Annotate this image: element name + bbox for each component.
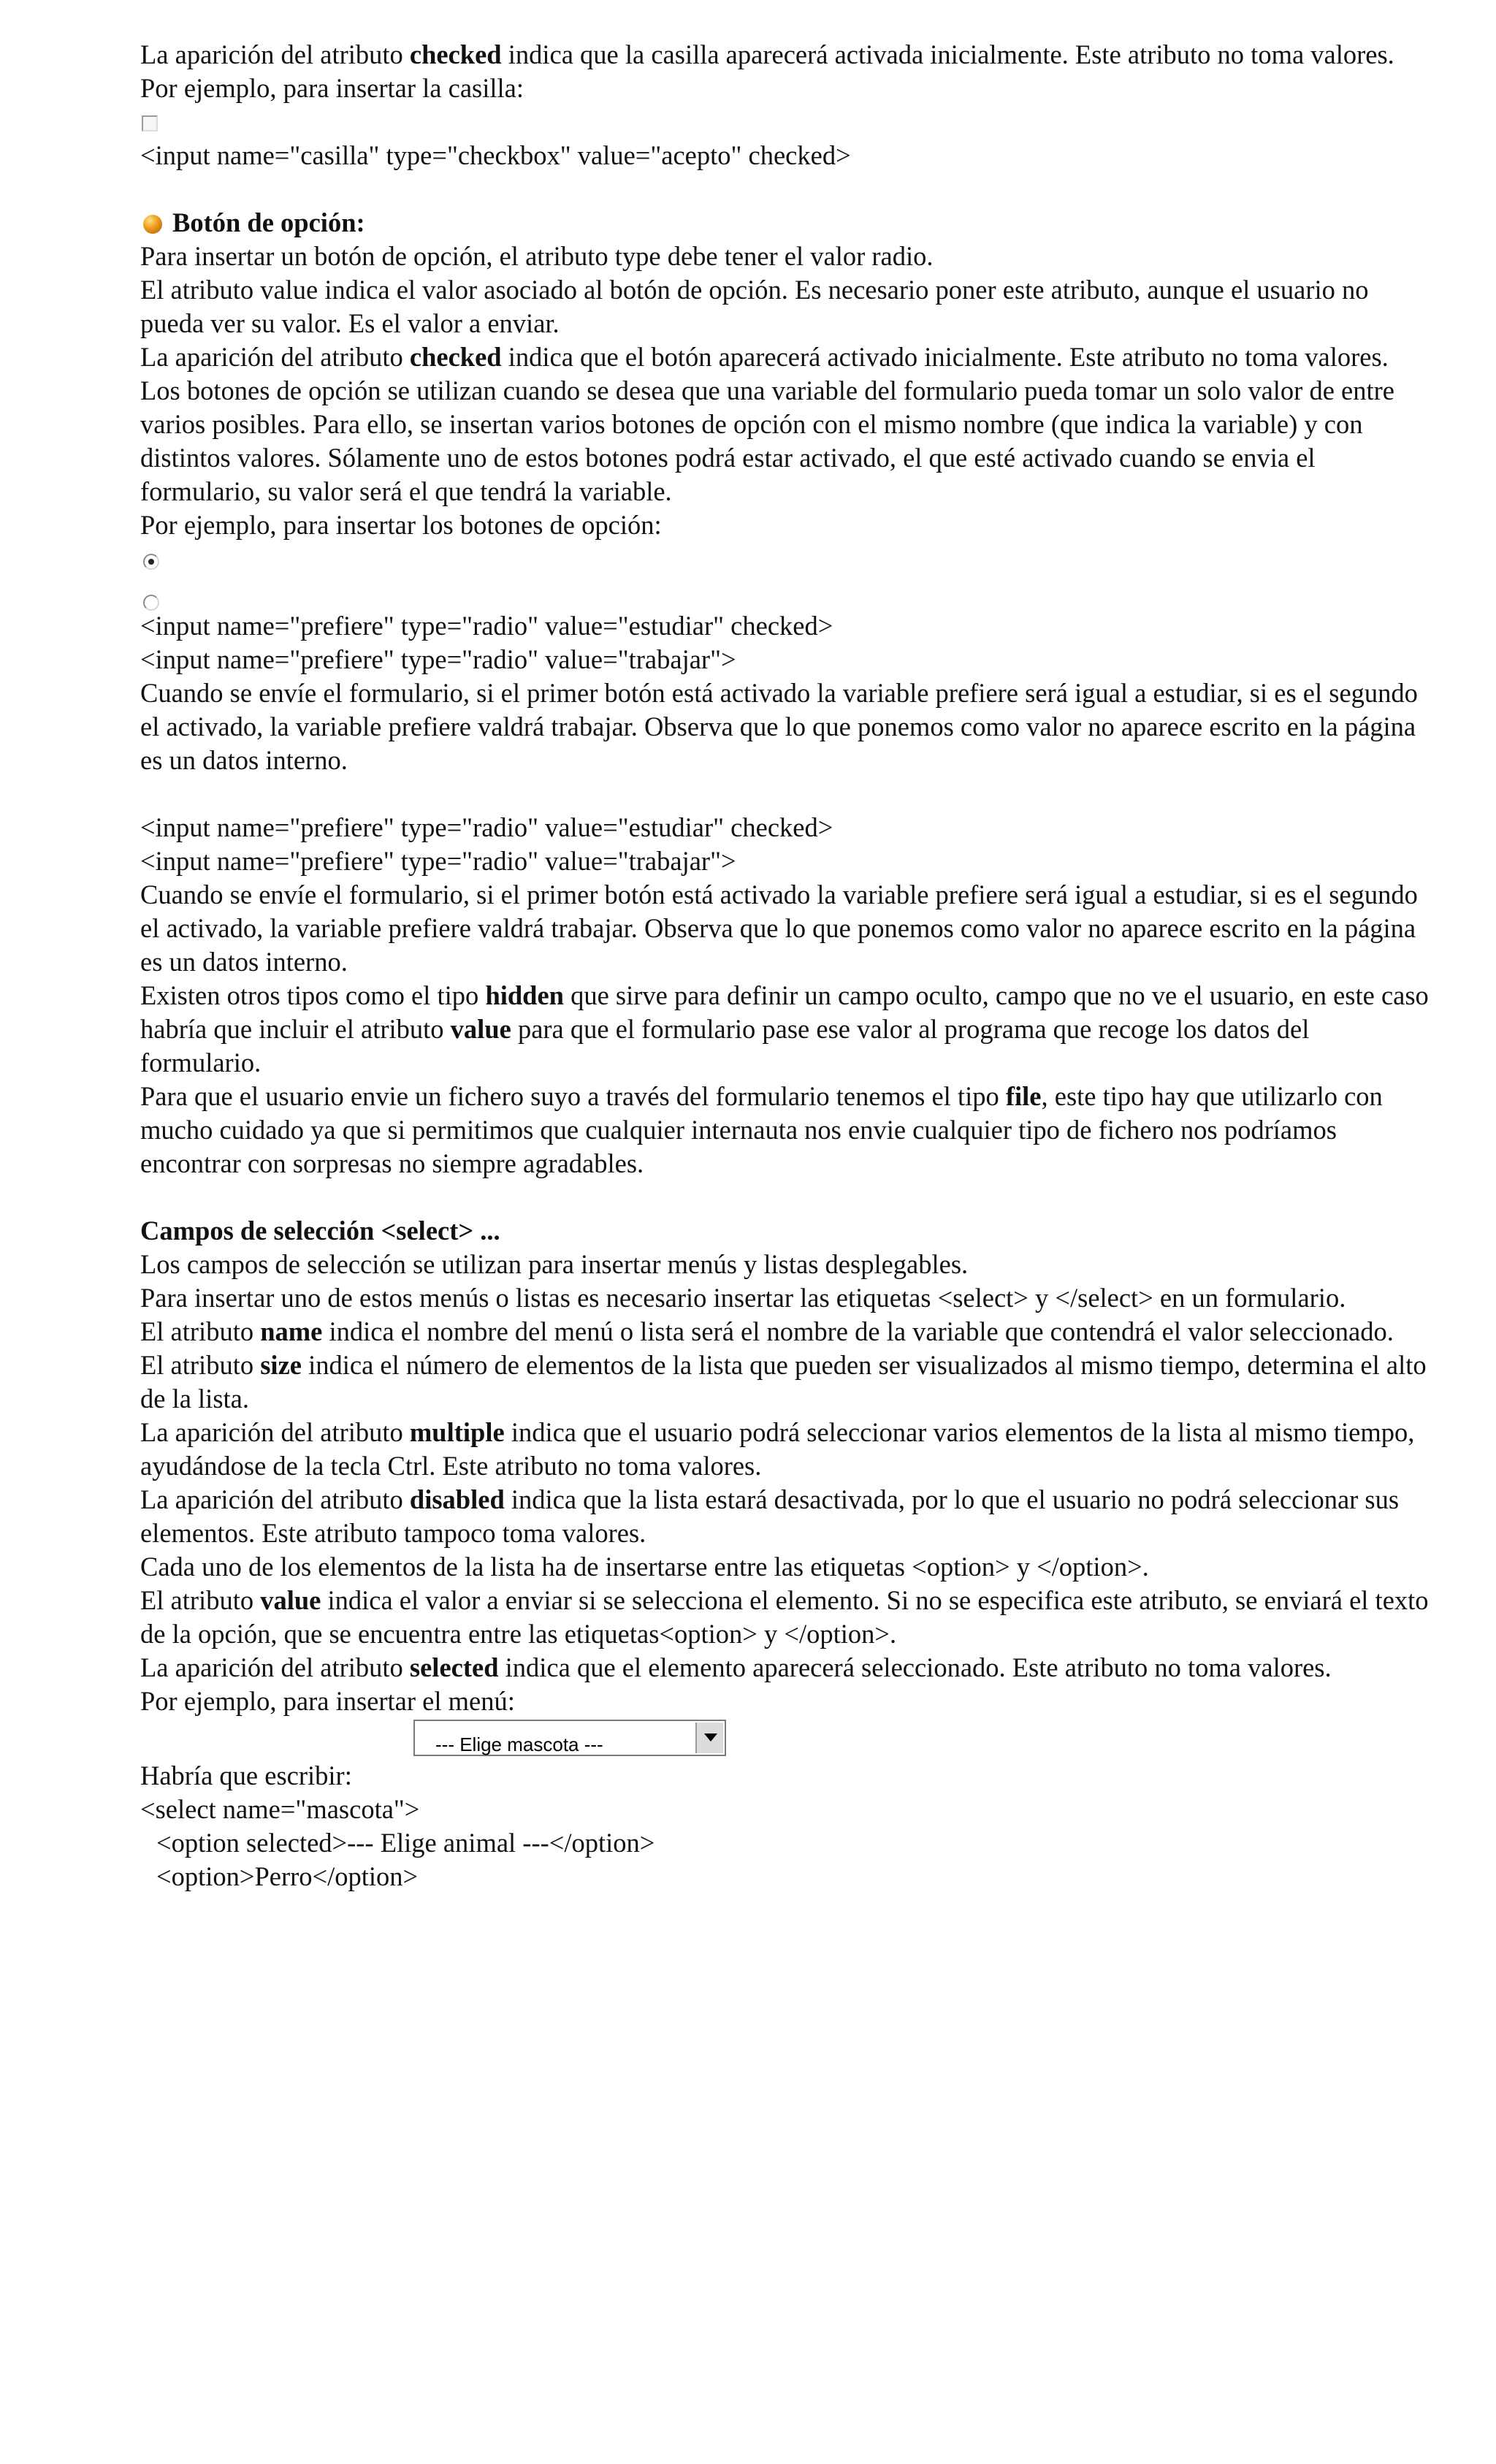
keyword-checked: checked	[409, 39, 502, 69]
select-option-line: Cada uno de los elementos de la lista ha de insertarse entre las etiquetas <option> y </option>.	[140, 1552, 1149, 1582]
radio-example-intro: Por ejemplo, para insertar los botones de opción:	[140, 510, 662, 540]
mascota-select[interactable]	[413, 1720, 726, 1756]
file-type-paragraph: Para que el usuario envie un fichero suyo a través del formulario tenemos el tipo file, este tipo hay que utilizarlo con mucho cuidado ya que si permitimos que cualquier internauta nos envie cualquier tipo de fichero nos podríamos encontrar con sorpresas no siempre agradables.	[140, 1081, 1383, 1178]
radio-line-1: Para insertar un botón de opción, el atributo type debe tener el valor radio.	[140, 241, 934, 271]
radio-code-repeat-1: <input name="prefiere" type="radio" value="estudiar" checked>	[140, 812, 833, 842]
orange-bullet-icon	[143, 215, 162, 234]
radio-heading: Botón de opción:	[140, 206, 1432, 240]
radio-button-estudiar[interactable]	[143, 554, 159, 570]
example-checkbox[interactable]	[142, 115, 158, 131]
select-code-3: <option>Perro</option>	[156, 1861, 419, 1891]
radio-line-3: La aparición del atributo checked indica que el botón aparecerá activado inicialmente. Este atributo no toma valores.	[140, 342, 1389, 372]
checked-attr-paragraph: La aparición del atributo checked indica que la casilla aparecerá activada inicialmente. Este atributo no toma valores.	[140, 39, 1394, 69]
select-multiple-attr: La aparición del atributo multiple indica que el usuario podrá seleccionar varios elementos de la lista al mismo tiempo, ayudándose de la tecla Ctrl. Este atributo no toma valores.	[140, 1417, 1415, 1481]
radio-button-trabajar[interactable]	[143, 595, 159, 611]
hidden-type-paragraph: Existen otros tipos como el tipo hidden que sirve para definir un campo oculto, campo que no ve el usuario, en este caso habría que incluir el atributo value para que el formulario pase ese valor al programa que recoge los datos del formulario.	[140, 980, 1429, 1077]
select-selected-attr: La aparición del atributo selected indica que el elemento aparecerá seleccionado. Este atributo no toma valores.	[140, 1652, 1332, 1682]
select-disabled-attr: La aparición del atributo disabled indica que la lista estará desactivada, por lo que el usuario no podrá seleccionar sus elementos. Este atributo tampoco toma valores.	[140, 1484, 1400, 1548]
select-value-attr: El atributo value indica el valor a enviar si se selecciona el elemento. Si no se especifica este atributo, se enviará el texto de la opción, que se encuentra entre las etiquetas<option> y </option>.	[140, 1585, 1429, 1649]
select-example-row	[140, 1718, 1432, 1759]
radio-code-2: <input name="prefiere" type="radio" value="trabajar">	[140, 644, 736, 674]
chevron-down-icon[interactable]	[695, 1723, 723, 1753]
radio-line-4: Los botones de opción se utilizan cuando se desea que una variable del formulario pueda tomar un solo valor de entre varios posibles. Para ello, se insertan varios botones de opción con el mismo nombre (que indica la variable) y con distintos valores. Sólamente uno de estos botones podrá estar activado, el que esté activado cuando se envia el formulario, su valor será el que tendrá la variable.	[140, 375, 1394, 506]
select-example-intro: Por ejemplo, para insertar el menú:	[140, 1686, 515, 1716]
radio-explanation-repeat: Cuando se envíe el formulario, si el primer botón está activado la variable prefiere será igual a estudiar, si es el segundo el activado, la variable prefiere valdrá trabajar. Observa que lo que ponemos como valor no aparece escrito en la página es un datos interno.	[140, 880, 1418, 977]
keyword-checked: checked	[409, 342, 502, 372]
select-code-2: <option selected>--- Elige animal ---</option>	[156, 1828, 655, 1858]
radio-example-row-2	[140, 576, 1432, 609]
select-line-2: Para insertar uno de estos menús o listas es necesario insertar las etiquetas <select> y </select> en un formulario.	[140, 1283, 1346, 1313]
select-heading: Campos de selección <select> ...	[140, 1216, 500, 1246]
habria-line: Habría que escribir:	[140, 1761, 352, 1790]
select-code-1: <select name="mascota">	[140, 1794, 420, 1824]
select-line-1: Los campos de selección se utilizan para insertar menús y listas desplegables.	[140, 1249, 969, 1279]
select-size-attr: El atributo size indica el número de elementos de la lista que pueden ser visualizados al mismo tiempo, determina el alto de la lista.	[140, 1350, 1427, 1414]
checkbox-example-row	[140, 105, 1432, 139]
radio-line-2: El atributo value indica el valor asociado al botón de opción. Es necesario poner este atributo, aunque el usuario no pueda ver su valor. Es el valor a enviar.	[140, 275, 1369, 338]
radio-code-1: <input name="prefiere" type="radio" value="estudiar" checked>	[140, 611, 833, 641]
select-name-attr: El atributo name indica el nombre del menú o lista será el nombre de la variable que contendrá el valor seleccionado.	[140, 1316, 1394, 1346]
select-current-value: --- Elige mascota ---	[435, 1733, 603, 1755]
radio-code-repeat-2: <input name="prefiere" type="radio" value="trabajar">	[140, 846, 736, 876]
radio-explanation: Cuando se envíe el formulario, si el primer botón está activado la variable prefiere será igual a estudiar, si es el segundo el activado, la variable prefiere valdrá trabajar. Observa que lo que ponemos como valor no aparece escrito en la página es un datos interno.	[140, 678, 1418, 775]
radio-example-row-1	[140, 542, 1432, 576]
document-page	[140, 38, 1432, 1893]
checkbox-code: <input name="casilla" type="checkbox" value="acepto" checked>	[140, 140, 851, 170]
example-intro: Por ejemplo, para insertar la casilla:	[140, 73, 524, 103]
radio-selected-dot	[148, 559, 154, 565]
